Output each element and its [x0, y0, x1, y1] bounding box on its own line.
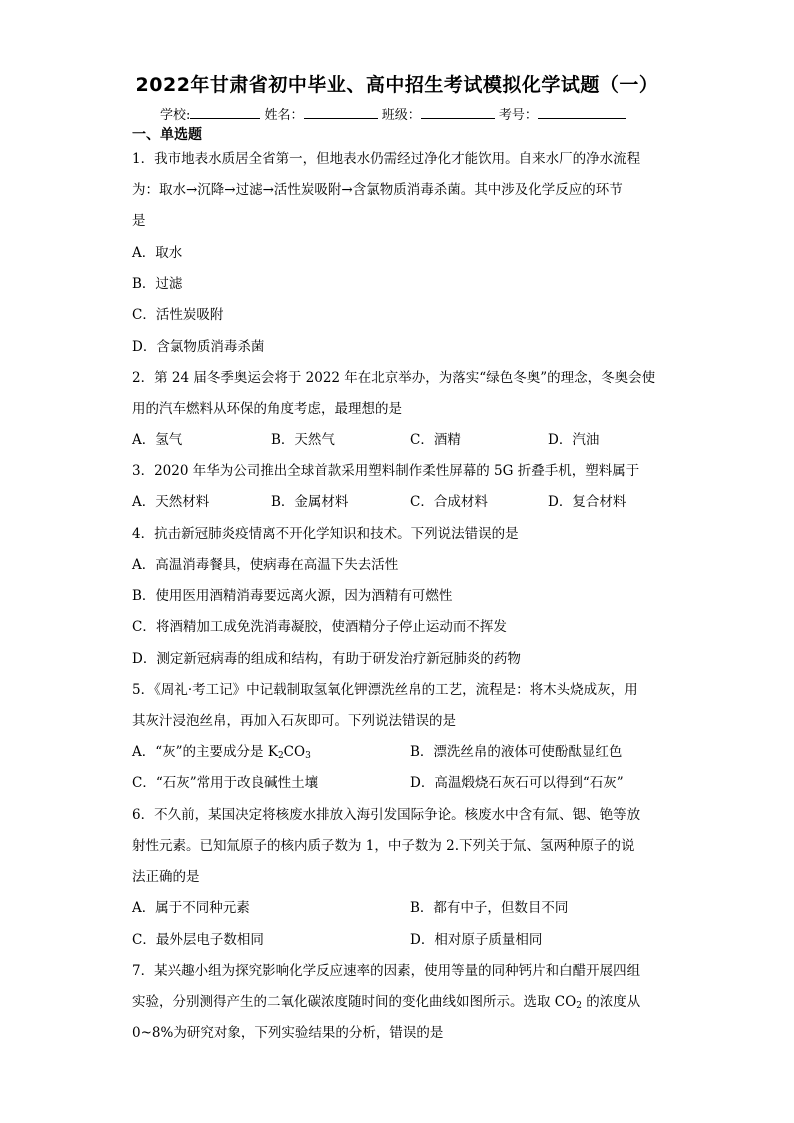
school-label: 学校:: [160, 108, 191, 123]
q6-line-2: 射性元素。已知氚原子的核内质子数为 1，中子数为 2.下列关于氚、氢两种原子的说: [132, 838, 635, 854]
q6-line-3: 法正确的是: [132, 869, 200, 885]
section-heading: 一、单选题: [132, 127, 202, 143]
number-blank: [538, 106, 626, 119]
school-blank: [190, 106, 260, 119]
q4-option-b: B．使用医用酒精消毒要远离火源，因为酒精有可燃性: [132, 588, 453, 604]
q5-option-c: C．“石灰”常用于改良碱性土壤: [132, 775, 319, 791]
exam-title: 2022年甘肃省初中毕业、高中招生考试模拟化学试题（一）: [135, 74, 659, 96]
q2-option-d: D．汽油: [548, 432, 600, 448]
q5-option-a-sub-3: 3: [305, 751, 311, 761]
q1-line-3: 是: [132, 213, 146, 229]
q1-option-c: C．活性炭吸附: [132, 307, 224, 323]
q1-option-a: A．取水: [132, 245, 183, 261]
q2-option-a: A．氢气: [132, 432, 183, 448]
q1-line-2: 为：取水→沉降→过滤→活性炭吸附→含氯物质消毒杀菌。其中涉及化学反应的环节: [132, 182, 623, 198]
q5-option-a-sub-2: 2: [277, 751, 284, 761]
q7-line-2-tail: 的浓度从: [581, 994, 641, 1010]
student-info-row: [160, 104, 626, 123]
q6-option-c: C．最外层电子数相同: [132, 932, 264, 948]
q4-option-a: A．高温消毒餐具，使病毒在高温下失去活性: [132, 557, 399, 573]
q5-line-1: 5．《周礼·考工记》中记载制取氢氧化钾漂洗丝帛的工艺，流程是：将木头烧成灰，用: [132, 682, 638, 698]
q3-option-b: B．金属材料: [271, 494, 349, 510]
q2-line-1: 2．第 24 届冬季奥运会将于 2022 年在北京举办，为落实“绿色冬奥”的理念，冬奥会使: [132, 370, 656, 386]
q7-line-2: [132, 993, 640, 1015]
q6-option-a: A．属于不同种元素: [132, 900, 250, 916]
q6-line-1: 6．不久前，某国决定将核废水排放入海引发国际争论。核废水中含有氚、锶、铯等放: [132, 807, 641, 823]
q3-option-a: A．天然材料: [132, 494, 210, 510]
q4-line-1: 4．抗击新冠肺炎疫情离不开化学知识和技术。下列说法错误的是: [132, 526, 519, 542]
name-label: 姓名：: [264, 108, 304, 123]
q4-option-c: C．将酒精加工成免洗消毒凝胶，使酒精分子停止运动而不挥发: [132, 619, 507, 635]
q6-option-d: D．相对原子质量相同: [410, 932, 543, 948]
q5-option-a: [132, 743, 311, 765]
name-blank: [304, 106, 378, 119]
class-label: 班级：: [381, 108, 421, 123]
q5-option-d: D．高温煅烧石灰石可以得到“石灰”: [410, 775, 624, 791]
q1-option-b: B．过滤: [132, 276, 183, 292]
number-label: 考号：: [498, 108, 538, 123]
q1-option-d: D．含氯物质消毒杀菌: [132, 339, 265, 355]
q5-option-b: B．漂洗丝帛的液体可使酚酞显红色: [410, 744, 623, 760]
q1-line-1: 1．我市地表水质居全省第一，但地表水仍需经过净化才能饮用。自来水厂的净水流程: [132, 151, 641, 167]
q2-option-b: B．天然气: [271, 432, 335, 448]
q3-option-c: C．合成材料: [410, 494, 488, 510]
q7-line-2-text: 实验，分别测得产生的二氧化碳浓度随时间的变化曲线如图所示。选取 CO: [132, 994, 577, 1010]
q5-option-a-text: A．“灰”的主要成分是 K: [132, 744, 278, 760]
q7-line-2-sub: 2: [576, 1001, 582, 1011]
q2-option-c: C．酒精: [410, 432, 461, 448]
class-blank: [421, 106, 495, 119]
q6-option-b: B．都有中子，但数目不同: [410, 900, 569, 916]
q3-line-1: 3．2020 年华为公司推出全球首款采用塑料制作柔性屏幕的 5G 折叠手机，塑料属于: [132, 463, 640, 479]
q5-line-2: 其灰汁浸泡丝帛，再加入石灰即可。下列说法错误的是: [132, 713, 456, 729]
q5-option-a-co: CO: [283, 744, 306, 760]
q7-line-3: 0~8%为研究对象，下列实验结果的分析，错误的是: [132, 1025, 444, 1041]
q3-option-d: D．复合材料: [548, 494, 627, 510]
q4-option-d: D．测定新冠病毒的组成和结构，有助于研发治疗新冠肺炎的药物: [132, 651, 521, 667]
q7-line-1: 7．某兴趣小组为探究影响化学反应速率的因素，使用等量的同种钙片和白醋开展四组: [132, 963, 641, 979]
q2-line-2: 用的汽车燃料从环保的角度考虑，最理想的是: [132, 401, 402, 417]
